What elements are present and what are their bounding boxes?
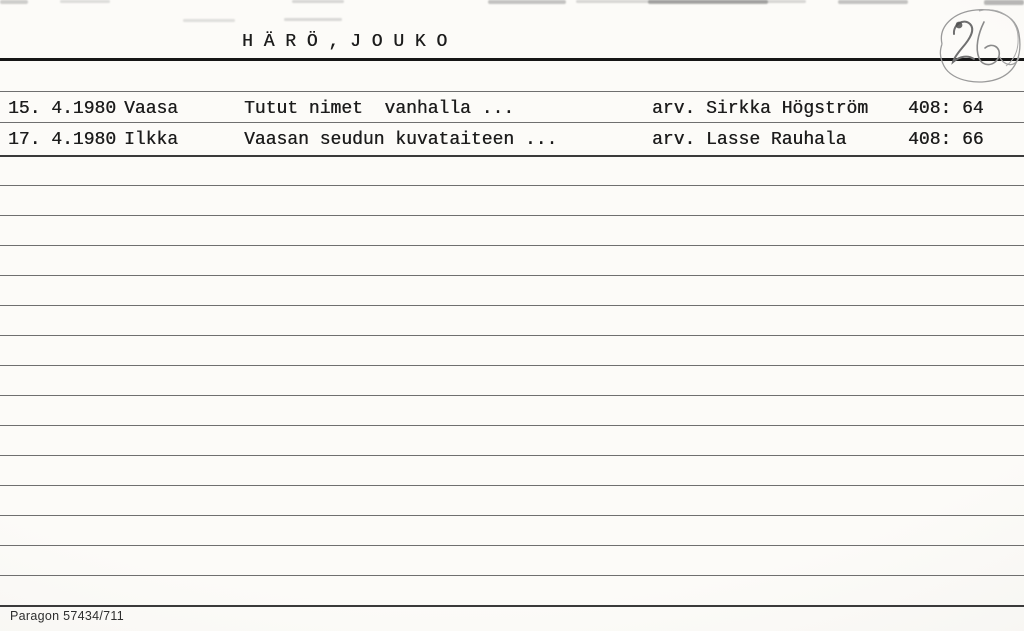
entry-title: Tutut nimet vanhalla ... — [244, 99, 515, 119]
ruled-line — [0, 605, 1024, 607]
ruled-line — [0, 335, 1024, 336]
ruled-line — [0, 275, 1024, 276]
card-stock-imprint: Paragon 57434/711 — [10, 609, 124, 623]
ruled-line — [0, 395, 1024, 396]
ruled-line — [0, 455, 1024, 456]
scan-artifact — [60, 0, 110, 3]
ruled-line — [0, 215, 1024, 216]
card-heading: H Ä R Ö , J O U K O — [242, 32, 448, 52]
ruled-line — [0, 515, 1024, 516]
scan-artifact — [292, 0, 344, 3]
handwritten-circle-annotation — [924, 2, 1024, 97]
entry-source: Ilkka — [124, 130, 179, 150]
pencil-digit-2 — [953, 22, 974, 62]
entry-date: 17. 4.1980 — [8, 130, 117, 150]
scan-artifact — [648, 0, 768, 4]
entry-source: Vaasa — [124, 99, 179, 119]
entry-reference: 408: 64 — [908, 99, 984, 119]
ruled-line — [0, 365, 1024, 366]
pencil-digit-6 — [977, 22, 999, 65]
ruled-line — [0, 122, 1024, 123]
ruled-line — [0, 185, 1024, 186]
entry-reviewer: arv. Lasse Rauhala — [652, 130, 847, 150]
pencil-ink-blob — [956, 22, 963, 29]
ruled-line — [0, 91, 1024, 92]
ruled-line — [0, 155, 1024, 157]
entry-row — [0, 99, 1024, 121]
scan-artifact — [488, 0, 566, 4]
scan-artifact — [838, 0, 908, 4]
scan-artifact — [284, 18, 342, 21]
entry-reviewer: arv. Sirkka Högström — [652, 99, 869, 119]
entry-reference: 408: 66 — [908, 130, 984, 150]
ruled-line — [0, 425, 1024, 426]
header-rule — [0, 58, 1024, 61]
scan-artifact — [183, 19, 235, 22]
scan-artifact — [0, 0, 28, 4]
entry-date: 15. 4.1980 — [8, 99, 117, 119]
ruled-line — [0, 485, 1024, 486]
ruled-line — [0, 575, 1024, 576]
entry-title: Vaasan seudun kuvataiteen ... — [244, 130, 558, 150]
ruled-line — [0, 545, 1024, 546]
pencil-circle — [940, 10, 1020, 82]
ruled-line — [0, 305, 1024, 306]
ruled-line — [0, 245, 1024, 246]
entry-row — [0, 130, 1024, 152]
